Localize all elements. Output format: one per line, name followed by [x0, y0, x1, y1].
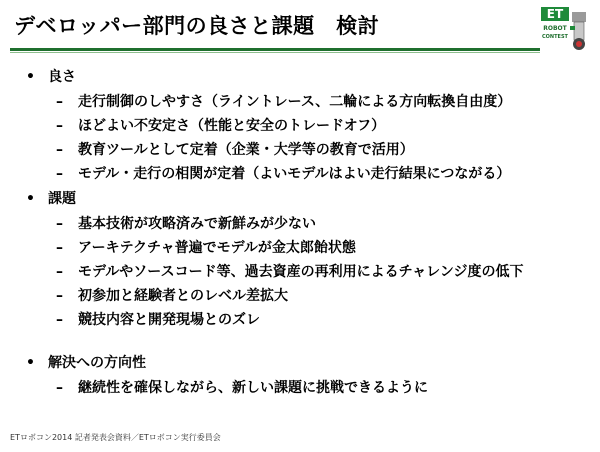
- dash-icon: –: [56, 240, 63, 256]
- dash-icon: –: [56, 118, 63, 134]
- dash-icon: –: [56, 288, 63, 304]
- list-item-text: モデルやソースコード等、過去資産の再利用によるチャレンジ度の低下: [78, 264, 524, 280]
- list-item: [56, 163, 510, 183]
- list-item: [56, 309, 260, 329]
- dash-icon: –: [56, 142, 63, 158]
- list-item: [56, 237, 356, 257]
- list-item-text: 競技内容と開発現場とのズレ: [78, 312, 260, 328]
- bullet-icon: •: [26, 191, 35, 207]
- list-item: [56, 261, 523, 281]
- dash-icon: –: [56, 312, 63, 328]
- list-item-text: アーキテクチャ普遍でモデルが金太郎飴状態: [78, 240, 356, 256]
- bullet-icon: •: [26, 69, 35, 85]
- dash-icon: –: [56, 380, 63, 396]
- list-item-text: 基本技術が攻略済みで新鮮みが少ない: [78, 216, 316, 232]
- list-item: [56, 377, 428, 397]
- section-heading-label: 解決への方向性: [48, 355, 146, 371]
- list-item: [56, 285, 288, 305]
- dash-icon: –: [56, 166, 63, 182]
- section-heading-direction: [26, 352, 146, 372]
- logo-robot-text: ROBOT: [543, 25, 567, 32]
- logo-contest-text: CONTEST: [542, 34, 568, 40]
- slide-footer: ETロボコン2014 記者発表会資料／ETロボコン実行委員会: [10, 433, 221, 442]
- dash-icon: –: [56, 264, 63, 280]
- et-robocon-logo-icon: [540, 6, 590, 52]
- list-item-text: ほどよい不安定さ（性能と安全のトレードオフ）: [78, 118, 386, 134]
- bullet-icon: •: [26, 355, 35, 371]
- slide-header: [0, 0, 600, 54]
- section-heading-strengths: [26, 66, 76, 86]
- list-item: [56, 213, 316, 233]
- list-item: [56, 115, 385, 135]
- list-item-text: 教育ツールとして定着（企業・大学等の教育で活用）: [78, 142, 414, 158]
- list-item: [56, 139, 414, 159]
- list-item-text: 初参加と経験者とのレベル差拡大: [78, 288, 288, 304]
- section-heading-label: 課題: [48, 191, 76, 207]
- logo-et-text: ET: [546, 7, 564, 21]
- dash-icon: –: [56, 216, 63, 232]
- list-item-text: 継続性を確保しながら、新しい課題に挑戦できるように: [78, 380, 428, 396]
- dash-icon: –: [56, 94, 63, 110]
- title-underline-light: [10, 52, 540, 53]
- page-title: デベロッパー部門の良さと課題 検討: [14, 14, 380, 38]
- section-heading-issues: [26, 188, 76, 208]
- list-item-text: モデル・走行の相関が定着（よいモデルはよい走行結果につながる）: [78, 166, 511, 182]
- list-item-text: 走行制御のしやすさ（ライントレース、二輪による方向転換自由度）: [78, 94, 512, 110]
- list-item: [56, 91, 511, 111]
- title-underline: [10, 48, 540, 51]
- section-heading-label: 良さ: [48, 69, 76, 85]
